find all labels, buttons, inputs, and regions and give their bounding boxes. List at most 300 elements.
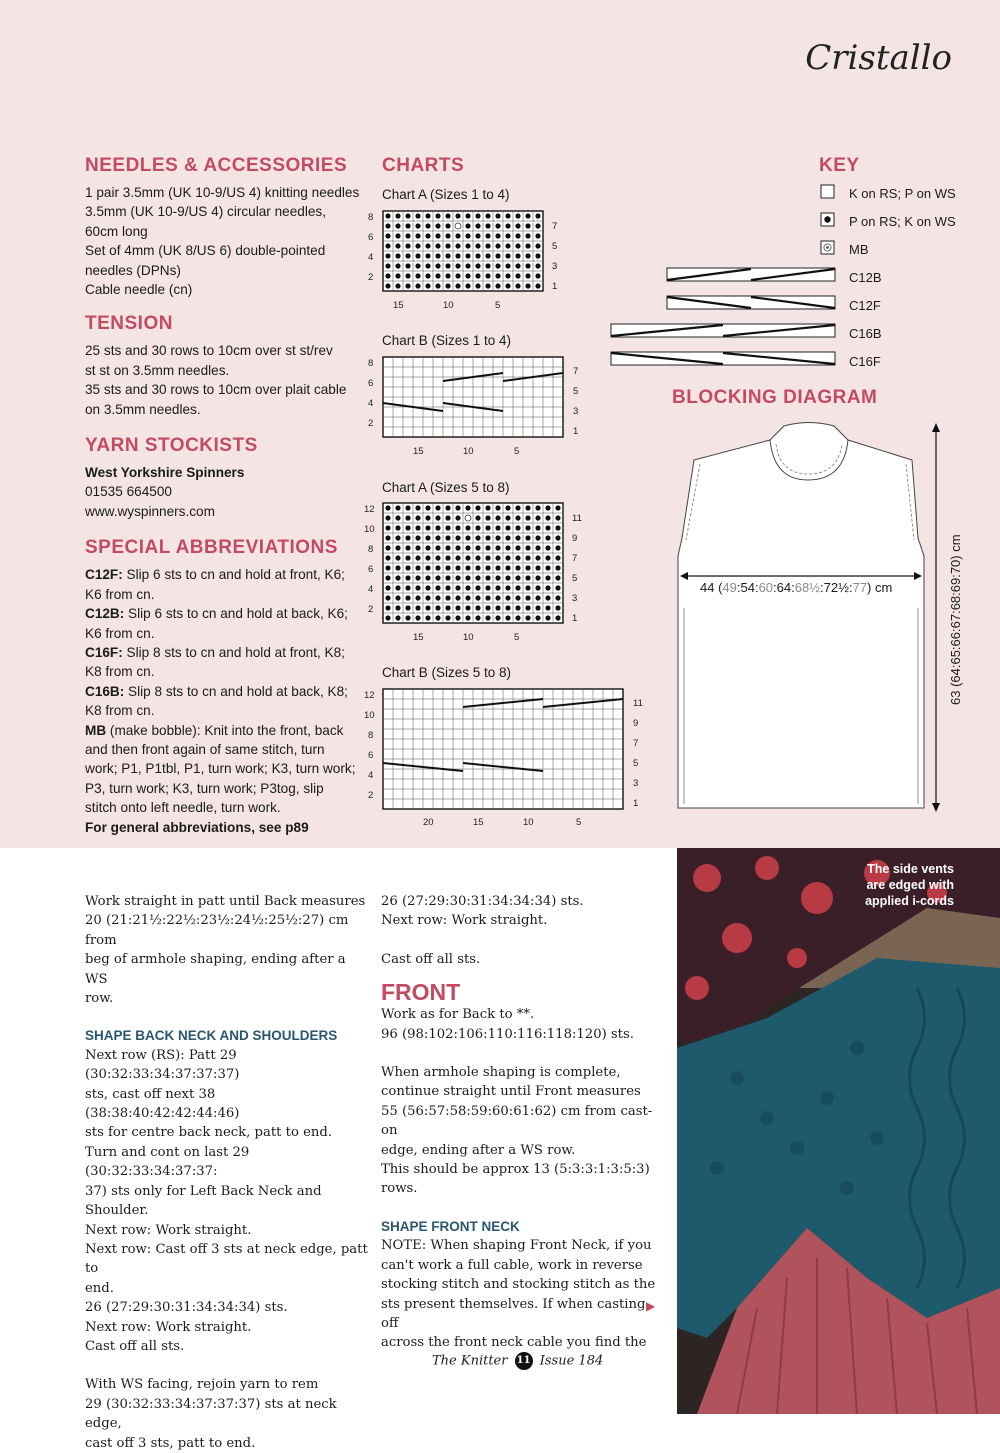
abbr-mb: MB (make bobble): Knit into the front, back <box>85 722 344 738</box>
purl-stitch <box>525 565 530 570</box>
purl-stitch <box>535 525 540 530</box>
continue-arrow-icon[interactable]: ▶ <box>646 1299 656 1313</box>
purl-stitch <box>465 575 470 580</box>
purl-stitch <box>435 223 440 228</box>
photo-caption <box>865 861 954 909</box>
purl-stitch <box>455 605 460 610</box>
purl-stitch <box>495 525 500 530</box>
purl-stitch <box>415 263 420 268</box>
purl-stitch <box>415 273 420 278</box>
purl-stitch <box>505 233 510 238</box>
chart-a-sizes-5-8 <box>382 502 566 626</box>
text-line: Work straight in patt until Back measures <box>85 894 366 909</box>
purl-stitch <box>485 243 490 248</box>
purl-stitch <box>525 615 530 620</box>
purl-stitch <box>455 535 460 540</box>
instructions-column-1 <box>85 892 370 1453</box>
purl-stitch <box>495 505 500 510</box>
row-number: 6 <box>368 232 374 243</box>
purl-stitch <box>405 595 410 600</box>
purl-stitch <box>495 575 500 580</box>
purl-stitch <box>525 233 530 238</box>
purl-stitch <box>545 575 550 580</box>
purl-stitch <box>475 545 480 550</box>
purl-stitch <box>445 615 450 620</box>
purl-stitch <box>385 565 390 570</box>
purl-stitch <box>435 243 440 248</box>
purl-stitch <box>485 565 490 570</box>
key-c16f-label: C16F <box>849 354 881 369</box>
purl-stitch <box>515 263 520 268</box>
text-line: 26 (27:29:30:31:34:34:34) sts. <box>381 894 584 909</box>
text-line: edge, ending after a WS row. <box>381 1142 576 1158</box>
purl-stitch <box>555 565 560 570</box>
text-line: 26 (27:29:30:31:34:34:34) sts. <box>85 1300 288 1316</box>
purl-stitch <box>395 233 400 238</box>
row-number: 10 <box>364 710 375 721</box>
purl-stitch <box>385 243 390 248</box>
purl-stitch <box>435 515 440 520</box>
key-knit-label: K on RS; P on WS <box>849 186 956 201</box>
purl-stitch <box>385 273 390 278</box>
height-arrowhead-bottom <box>932 803 940 812</box>
purl-stitch <box>425 555 430 560</box>
page-footer <box>432 1352 603 1370</box>
text-line: end. <box>85 1280 114 1296</box>
purl-stitch <box>495 233 500 238</box>
purl-stitch <box>425 213 430 218</box>
text-line: sts, cast off next 38 (38:38:40:42:42:44:46) <box>85 1086 240 1122</box>
purl-stitch <box>475 213 480 218</box>
purl-stitch <box>495 253 500 258</box>
purl-stitch <box>535 233 540 238</box>
purl-stitch <box>385 263 390 268</box>
purl-stitch <box>405 223 410 228</box>
stitch-number: 10 <box>463 632 474 643</box>
purl-stitch <box>535 615 540 620</box>
purl-stitch <box>415 575 420 580</box>
purl-stitch <box>425 535 430 540</box>
text-line: Next row: Work straight. <box>85 1222 252 1238</box>
purl-stitch <box>415 283 420 288</box>
purl-stitch <box>525 243 530 248</box>
purl-stitch <box>465 545 470 550</box>
purl-stitch <box>385 253 390 258</box>
purl-stitch <box>415 213 420 218</box>
purl-stitch <box>445 243 450 248</box>
purl-stitch <box>535 585 540 590</box>
purl-stitch <box>505 263 510 268</box>
purl-stitch <box>555 505 560 510</box>
purl-stitch <box>455 555 460 560</box>
purl-stitch <box>505 213 510 218</box>
stitch-number: 15 <box>473 817 484 828</box>
text-line: row. <box>85 991 114 1007</box>
purl-stitch <box>475 283 480 288</box>
purl-stitch <box>535 263 540 268</box>
purl-stitch <box>505 283 510 288</box>
purl-stitch <box>435 575 440 580</box>
text-line: Shoulder. <box>85 1203 149 1219</box>
purl-stitch <box>505 605 510 610</box>
purl-stitch <box>495 605 500 610</box>
purl-stitch <box>465 595 470 600</box>
abbr-mb-cont: work; P1, P1tbl, P1, turn work; K3, turn work; <box>85 761 356 777</box>
text-line: can't work a full cable, work in reverse <box>381 1257 643 1273</box>
purl-stitch <box>485 545 490 550</box>
text-line: cast off 3 sts, patt to end. <box>85 1435 256 1451</box>
purl-stitch <box>425 263 430 268</box>
purl-stitch <box>395 555 400 560</box>
tension-line: on 3.5mm needles. <box>85 401 201 417</box>
purl-stitch <box>425 595 430 600</box>
yarn-phone: 01535 664500 <box>85 484 172 500</box>
row-number: 4 <box>368 252 374 263</box>
row-number: 7 <box>552 221 558 232</box>
text-line: 20 (21:21½:22½:23½:24½:25½:27) cm from <box>85 913 349 948</box>
abbr-mb-cont: and then front again of same stitch, turn <box>85 741 325 757</box>
garment-photo <box>677 848 1000 1414</box>
purl-stitch <box>525 555 530 560</box>
text-line: With WS facing, rejoin yarn to rem <box>85 1377 319 1393</box>
purl-stitch <box>535 273 540 278</box>
purl-stitch <box>425 585 430 590</box>
abbr-c16f-cont: K8 from cn. <box>85 664 155 680</box>
row-number: 5 <box>573 386 579 397</box>
purl-stitch <box>415 525 420 530</box>
purl-stitch <box>545 615 550 620</box>
row-number: 12 <box>364 504 375 515</box>
purl-stitch <box>465 283 470 288</box>
purl-stitch <box>485 595 490 600</box>
purl-stitch <box>505 223 510 228</box>
row-number: 3 <box>552 261 558 272</box>
purl-stitch <box>505 555 510 560</box>
purl-stitch <box>515 233 520 238</box>
purl-stitch <box>435 535 440 540</box>
row-number: 9 <box>572 533 578 544</box>
abbr-mb-cont: stitch onto left needle, turn work. <box>85 800 281 816</box>
purl-stitch <box>475 253 480 258</box>
purl-stitch <box>395 253 400 258</box>
purl-stitch <box>515 213 520 218</box>
purl-stitch <box>465 213 470 218</box>
purl-stitch <box>525 545 530 550</box>
row-number: 1 <box>573 426 579 437</box>
purl-stitch <box>555 555 560 560</box>
purl-stitch <box>435 505 440 510</box>
text-line: Cast off all sts. <box>85 1338 185 1354</box>
purl-stitch <box>495 263 500 268</box>
purl-stitch <box>415 615 420 620</box>
purl-stitch <box>395 605 400 610</box>
key-purl-label: P on RS; K on WS <box>849 214 956 229</box>
purl-stitch <box>425 243 430 248</box>
purl-stitch <box>405 555 410 560</box>
purl-stitch <box>485 525 490 530</box>
purl-stitch <box>415 585 420 590</box>
purl-stitch <box>475 505 480 510</box>
purl-stitch <box>535 605 540 610</box>
purl-stitch <box>435 605 440 610</box>
purl-stitch <box>425 615 430 620</box>
purl-stitch <box>435 233 440 238</box>
purl-stitch <box>405 233 410 238</box>
purl-stitch <box>535 505 540 510</box>
purl-stitch <box>495 243 500 248</box>
purl-stitch <box>425 545 430 550</box>
purl-stitch <box>475 585 480 590</box>
text-line: 96 (98:102:106:110:116:118:120) sts. <box>381 1026 634 1042</box>
purl-stitch <box>475 525 480 530</box>
purl-stitch <box>435 253 440 258</box>
needles-line: 1 pair 3.5mm (UK 10-9/US 4) knitting needles <box>85 185 360 200</box>
row-number: 5 <box>633 758 639 769</box>
left-info-column <box>85 155 370 837</box>
purl-stitch <box>535 213 540 218</box>
purl-stitch <box>485 283 490 288</box>
purl-stitch <box>515 595 520 600</box>
purl-stitch <box>445 565 450 570</box>
purl-stitch <box>495 283 500 288</box>
purl-stitch <box>515 535 520 540</box>
abbr-c12f-cont: K6 from cn. <box>85 586 155 602</box>
purl-stitch <box>395 283 400 288</box>
purl-stitch <box>525 253 530 258</box>
purl-stitch <box>475 515 480 520</box>
purl-stitch <box>385 515 390 520</box>
purl-stitch <box>455 545 460 550</box>
purl-stitch <box>405 575 410 580</box>
text-line: When armhole shaping is complete, <box>381 1065 621 1081</box>
purl-stitch <box>525 595 530 600</box>
purl-stitch <box>525 273 530 278</box>
purl-stitch <box>465 253 470 258</box>
yarn-website[interactable]: www.wyspinners.com <box>85 503 215 519</box>
row-number: 6 <box>368 564 374 575</box>
purl-stitch <box>445 585 450 590</box>
blocking-diagram <box>672 418 992 818</box>
row-number: 12 <box>364 690 375 701</box>
purl-stitch <box>545 555 550 560</box>
row-number: 8 <box>368 358 374 369</box>
purl-stitch <box>535 575 540 580</box>
chart-a-large-title: Chart A (Sizes 5 to 8) <box>382 480 510 495</box>
instructions-column-2 <box>381 892 666 1353</box>
general-abbreviations-ref[interactable]: For general abbreviations, see p89 <box>85 819 309 835</box>
caption-line: are edged with <box>866 878 954 892</box>
purl-stitch <box>495 565 500 570</box>
purl-stitch <box>495 515 500 520</box>
purl-stitch <box>475 555 480 560</box>
garment-outline <box>678 423 924 809</box>
purl-stitch <box>505 525 510 530</box>
purl-stitch <box>385 605 390 610</box>
purl-stitch <box>515 615 520 620</box>
text-line: beg of armhole shaping, ending after a WS <box>85 952 346 987</box>
purl-stitch <box>435 525 440 530</box>
purl-stitch <box>545 605 550 610</box>
purl-stitch <box>485 213 490 218</box>
purl-stitch <box>485 263 490 268</box>
purl-stitch <box>415 545 420 550</box>
purl-stitch <box>465 505 470 510</box>
purl-stitch <box>505 545 510 550</box>
purl-stitch <box>485 585 490 590</box>
c16b-symbol <box>611 324 835 337</box>
purl-stitch <box>515 555 520 560</box>
text-line: Cast off all sts. <box>381 951 481 967</box>
purl-stitch <box>385 233 390 238</box>
row-number: 8 <box>368 730 374 741</box>
row-number: 5 <box>552 241 558 252</box>
needles-line: Cable needle (cn) <box>85 282 193 298</box>
text-line: Turn and cont on last 29 (30:32:33:34:37:37: <box>85 1144 250 1180</box>
row-number: 11 <box>572 513 582 524</box>
purl-stitch <box>505 535 510 540</box>
tension-line: 35 sts and 30 rows to 10cm over plait cable <box>85 382 347 398</box>
chart-b-large-title: Chart B (Sizes 5 to 8) <box>382 665 512 680</box>
row-number: 1 <box>633 798 639 809</box>
row-number: 3 <box>573 406 579 417</box>
purl-stitch <box>505 253 510 258</box>
purl-dot <box>824 216 830 222</box>
purl-stitch <box>465 605 470 610</box>
purl-stitch <box>495 273 500 278</box>
row-number: 2 <box>368 418 374 429</box>
purl-stitch <box>535 283 540 288</box>
purl-stitch <box>525 223 530 228</box>
purl-stitch <box>455 253 460 258</box>
purl-stitch <box>405 605 410 610</box>
purl-stitch <box>475 575 480 580</box>
chart-a-small-title: Chart A (Sizes 1 to 4) <box>382 187 510 202</box>
purl-stitch <box>515 243 520 248</box>
stitch-number: 5 <box>514 632 520 643</box>
stitch-number: 5 <box>495 300 501 311</box>
purl-stitch <box>395 595 400 600</box>
purl-stitch <box>425 565 430 570</box>
purl-stitch <box>445 575 450 580</box>
purl-stitch <box>465 243 470 248</box>
purl-stitch <box>435 615 440 620</box>
purl-stitch <box>495 213 500 218</box>
purl-stitch <box>445 595 450 600</box>
purl-stitch <box>435 263 440 268</box>
purl-stitch <box>485 515 490 520</box>
purl-stitch <box>525 575 530 580</box>
purl-stitch <box>545 525 550 530</box>
purl-stitch <box>475 595 480 600</box>
row-number: 3 <box>572 593 578 604</box>
tension-line: 25 sts and 30 rows to 10cm over st st/rev <box>85 343 333 359</box>
purl-stitch <box>525 525 530 530</box>
row-number: 4 <box>368 770 374 781</box>
yarn-heading: YARN STOCKISTS <box>85 435 258 457</box>
purl-stitch <box>505 575 510 580</box>
purl-stitch <box>425 505 430 510</box>
purl-stitch <box>495 545 500 550</box>
purl-stitch <box>465 273 470 278</box>
purl-stitch <box>415 535 420 540</box>
purl-stitch <box>435 545 440 550</box>
purl-stitch <box>385 213 390 218</box>
width-measurement: 44 (49:54:60:64:68½:72½:77) cm <box>700 580 893 595</box>
abbr-c12b: C12B: Slip 6 sts to cn and hold at back, K6; <box>85 606 348 622</box>
purl-stitch <box>385 555 390 560</box>
purl-stitch <box>525 535 530 540</box>
purl-stitch <box>455 615 460 620</box>
purl-stitch <box>395 525 400 530</box>
purl-stitch <box>405 615 410 620</box>
purl-stitch <box>485 505 490 510</box>
purl-stitch <box>555 575 560 580</box>
purl-stitch <box>435 595 440 600</box>
purl-stitch <box>475 243 480 248</box>
purl-stitch <box>415 605 420 610</box>
row-number: 7 <box>572 553 578 564</box>
key-heading: KEY <box>819 155 860 176</box>
purl-stitch <box>455 525 460 530</box>
text-line: Next row: Cast off 3 sts at neck edge, patt to <box>85 1241 368 1277</box>
purl-stitch <box>445 263 450 268</box>
purl-stitch <box>465 615 470 620</box>
text-line: Next row (RS): Patt 29 (30:32:33:34:37:37:37) <box>85 1047 240 1083</box>
purl-stitch <box>425 525 430 530</box>
purl-stitch <box>395 213 400 218</box>
purl-stitch <box>385 283 390 288</box>
purl-stitch <box>545 595 550 600</box>
row-number: 2 <box>368 272 374 283</box>
purl-stitch <box>395 585 400 590</box>
purl-stitch <box>535 545 540 550</box>
purl-stitch <box>395 223 400 228</box>
purl-stitch <box>515 273 520 278</box>
purl-stitch <box>535 535 540 540</box>
abbr-mb-cont: P3, turn work; K3, turn work; P3tog, slip <box>85 780 324 796</box>
purl-stitch <box>465 565 470 570</box>
purl-stitch <box>395 505 400 510</box>
purl-stitch <box>485 233 490 238</box>
caption-line: applied i-cords <box>865 894 954 908</box>
purl-stitch <box>455 515 460 520</box>
purl-stitch <box>475 233 480 238</box>
knit-symbol <box>821 185 834 198</box>
purl-stitch <box>515 525 520 530</box>
purl-stitch <box>435 565 440 570</box>
purl-stitch <box>485 555 490 560</box>
purl-stitch <box>545 585 550 590</box>
purl-stitch <box>465 585 470 590</box>
key-c12f-label: C12F <box>849 298 881 313</box>
row-number: 6 <box>368 750 374 761</box>
purl-stitch <box>415 565 420 570</box>
chart-b-sizes-5-8 <box>382 688 626 812</box>
purl-stitch <box>425 575 430 580</box>
purl-stitch <box>465 525 470 530</box>
key-bobble-label: MB <box>849 242 869 257</box>
issue-number: Issue 184 <box>539 1353 604 1369</box>
purl-stitch <box>515 605 520 610</box>
purl-stitch <box>425 253 430 258</box>
purl-stitch <box>445 605 450 610</box>
purl-stitch <box>405 585 410 590</box>
tension-line: st st on 3.5mm needles. <box>85 362 230 378</box>
chart-a-sizes-1-4 <box>382 210 546 294</box>
purl-stitch <box>405 525 410 530</box>
purl-stitch <box>475 535 480 540</box>
purl-stitch <box>525 585 530 590</box>
